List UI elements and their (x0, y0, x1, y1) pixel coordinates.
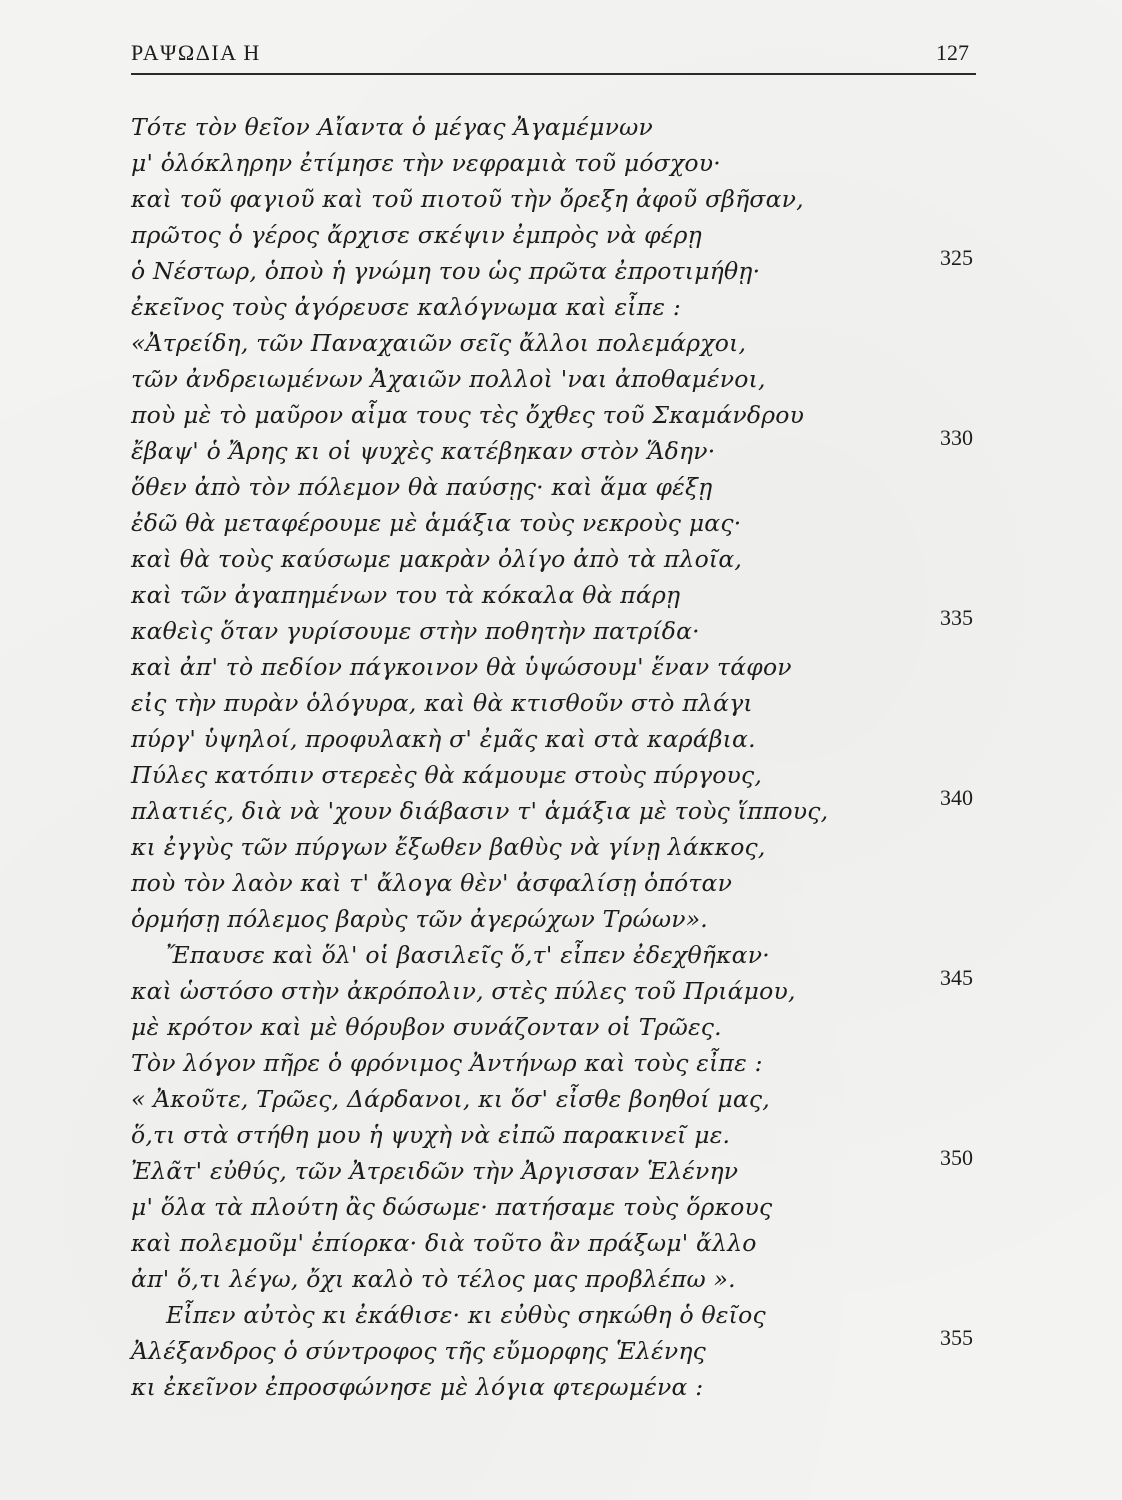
verse-line: καὶ τῶν ἀγαπημένων του τὰ κόκαλα θὰ πάρῃ (131, 581, 681, 609)
verse-line: ὁρμήσῃ πόλεμος βαρὺς τῶν ἀγερώχων Τρώων». (131, 905, 708, 933)
line-number: 330 (940, 425, 973, 450)
verse-line: ὁ Νέστωρ, ὁποὺ ἡ γνώμη του ὡς πρῶτα ἐπροτιμήθῃ· (131, 257, 761, 285)
verse-line: ποὺ μὲ τὸ μαῦρον αἷμα τους τὲς ὄχθες τοῦ Σκαμάνδρου (131, 401, 805, 429)
verse-line: μὲ κρότον καὶ μὲ θόρυβον συνάζονταν οἱ Τρῶες. (131, 1013, 722, 1041)
line-number: 325 (940, 245, 973, 270)
verse-line: ἀπ' ὅ,τι λέγω, ὄχι καλὸ τὸ τέλος μας προβλέπω ». (131, 1265, 736, 1293)
verse-line: Ἔπαυσε καὶ ὅλ' οἱ βασιλεῖς ὅ,τ' εἶπεν ἐδεχθῆκαν· (166, 941, 770, 969)
line-number: 335 (940, 605, 973, 630)
verse-line: ὅ,τι στὰ στήθη μου ἡ ψυχὴ νὰ εἰπῶ παρακινεῖ με. (131, 1121, 731, 1149)
verse-line: Τότε τὸν θεῖον Αἴαντα ὁ μέγας Ἀγαμέμνων (131, 113, 653, 141)
verse-line: Πύλες κατόπιν στερεὲς θὰ κάμουμε στοὺς πύργους, (131, 761, 763, 789)
verse-line: κι ἐγγὺς τῶν πύργων ἔξωθεν βαθὺς νὰ γίνῃ λάκκος, (131, 833, 766, 861)
verse-line: καθεὶς ὅταν γυρίσουμε στὴν ποθητὴν πατρίδα· (131, 617, 700, 645)
verse-line: Ἐλᾶτ' εὐθύς, τῶν Ἀτρειδῶν τὴν Ἀργισσαν Ἑλένην (131, 1157, 739, 1185)
verse-line: πλατιές, διὰ νὰ 'χουν διάβασιν τ' ἁμάξια μὲ τοὺς ἵππους, (131, 797, 829, 825)
line-number: 340 (940, 785, 973, 810)
verse-line: καὶ ὡστόσο στὴν ἀκρόπολιν, στὲς πύλες τοῦ Πριάμου, (131, 977, 796, 1005)
verse-line: «Ἀτρείδη, τῶν Παναχαιῶν σεῖς ἄλλοι πολεμάρχοι, (131, 329, 747, 357)
verse-line: κι ἐκεῖνον ἐπροσφώνησε μὲ λόγια φτερωμένα : (131, 1373, 704, 1401)
verse-line: καὶ τοῦ φαγιοῦ καὶ τοῦ πιοτοῦ τὴν ὄρεξη ἀφοῦ σβῆσαν, (131, 185, 804, 213)
verse-line: ἐκεῖνος τοὺς ἀγόρευσε καλόγνωμα καὶ εἶπε : (131, 293, 681, 321)
verse-line: ποὺ τὸν λαὸν καὶ τ' ἄλογα θὲν' ἀσφαλίσῃ ὁπόταν (131, 869, 733, 897)
line-number: 350 (940, 1145, 973, 1170)
page-number: 127 (936, 40, 969, 65)
verse-line: Εἶπεν αὐτὸς κι ἐκάθισε· κι εὐθὺς σηκώθη ὁ θεῖος (166, 1301, 766, 1329)
running-head: ΡΑΨΩΔΙΑ Η (131, 40, 261, 65)
line-number: 355 (940, 1325, 973, 1350)
verse-line: ὅθεν ἀπὸ τὸν πόλεμον θὰ παύσῃς· καὶ ἅμα φέξῃ (131, 473, 713, 501)
verse-line: εἰς τὴν πυρὰν ὁλόγυρα, καὶ θὰ κτισθοῦν στὸ πλάγι (131, 689, 753, 717)
verse-line: Τὸν λόγον πῆρε ὁ φρόνιμος Ἀντήνωρ καὶ τοὺς εἶπε : (131, 1049, 763, 1077)
verse-line: Ἀλέξανδρος ὁ σύντροφος τῆς εὔμορφης Ἑλένης (131, 1337, 706, 1365)
verse-line: πρῶτος ὁ γέρος ἄρχισε σκέψιν ἐμπρὸς νὰ φέρῃ (131, 221, 702, 249)
verse-line: καὶ ἀπ' τὸ πεδίον πάγκοινον θὰ ὑψώσουμ' ἕναν τάφον (131, 653, 792, 681)
verse-line: « Ἀκοῦτε, Τρῶες, Δάρδανοι, κι ὅσ' εἶσθε βοηθοί μας, (131, 1085, 770, 1113)
verse-line: ἐδῶ θὰ μεταφέρουμε μὲ ἁμάξια τοὺς νεκροὺς μας· (131, 509, 742, 537)
verse-line: τῶν ἀνδρειωμένων Ἀχαιῶν πολλοὶ 'ναι ἀποθαμένοι, (131, 365, 766, 393)
verse-line: καὶ θὰ τοὺς καύσωμε μακρὰν ὀλίγο ἀπὸ τὰ πλοῖα, (131, 545, 743, 573)
verse-line: ἔβαψ' ὁ Ἄρης κι οἱ ψυχὲς κατέβηκαν στὸν Ἅδην· (131, 437, 716, 465)
verse-line: μ' ὅλα τὰ πλούτη ἂς δώσωμε· πατήσαμε τοὺς ὅρκους (131, 1193, 773, 1221)
verse-line: καὶ πολεμοῦμ' ἐπίορκα· διὰ τοῦτο ἂν πράξωμ' ἄλλο (131, 1229, 757, 1257)
verse-line: μ' ὁλόκληρην ἐτίμησε τὴν νεφραμιὰ τοῦ μόσχου· (131, 149, 721, 177)
verse-line: πύργ' ὑψηλοί, προφυλακὴ σ' ἐμᾶς καὶ στὰ καράβια. (131, 725, 756, 753)
line-number: 345 (940, 965, 973, 990)
